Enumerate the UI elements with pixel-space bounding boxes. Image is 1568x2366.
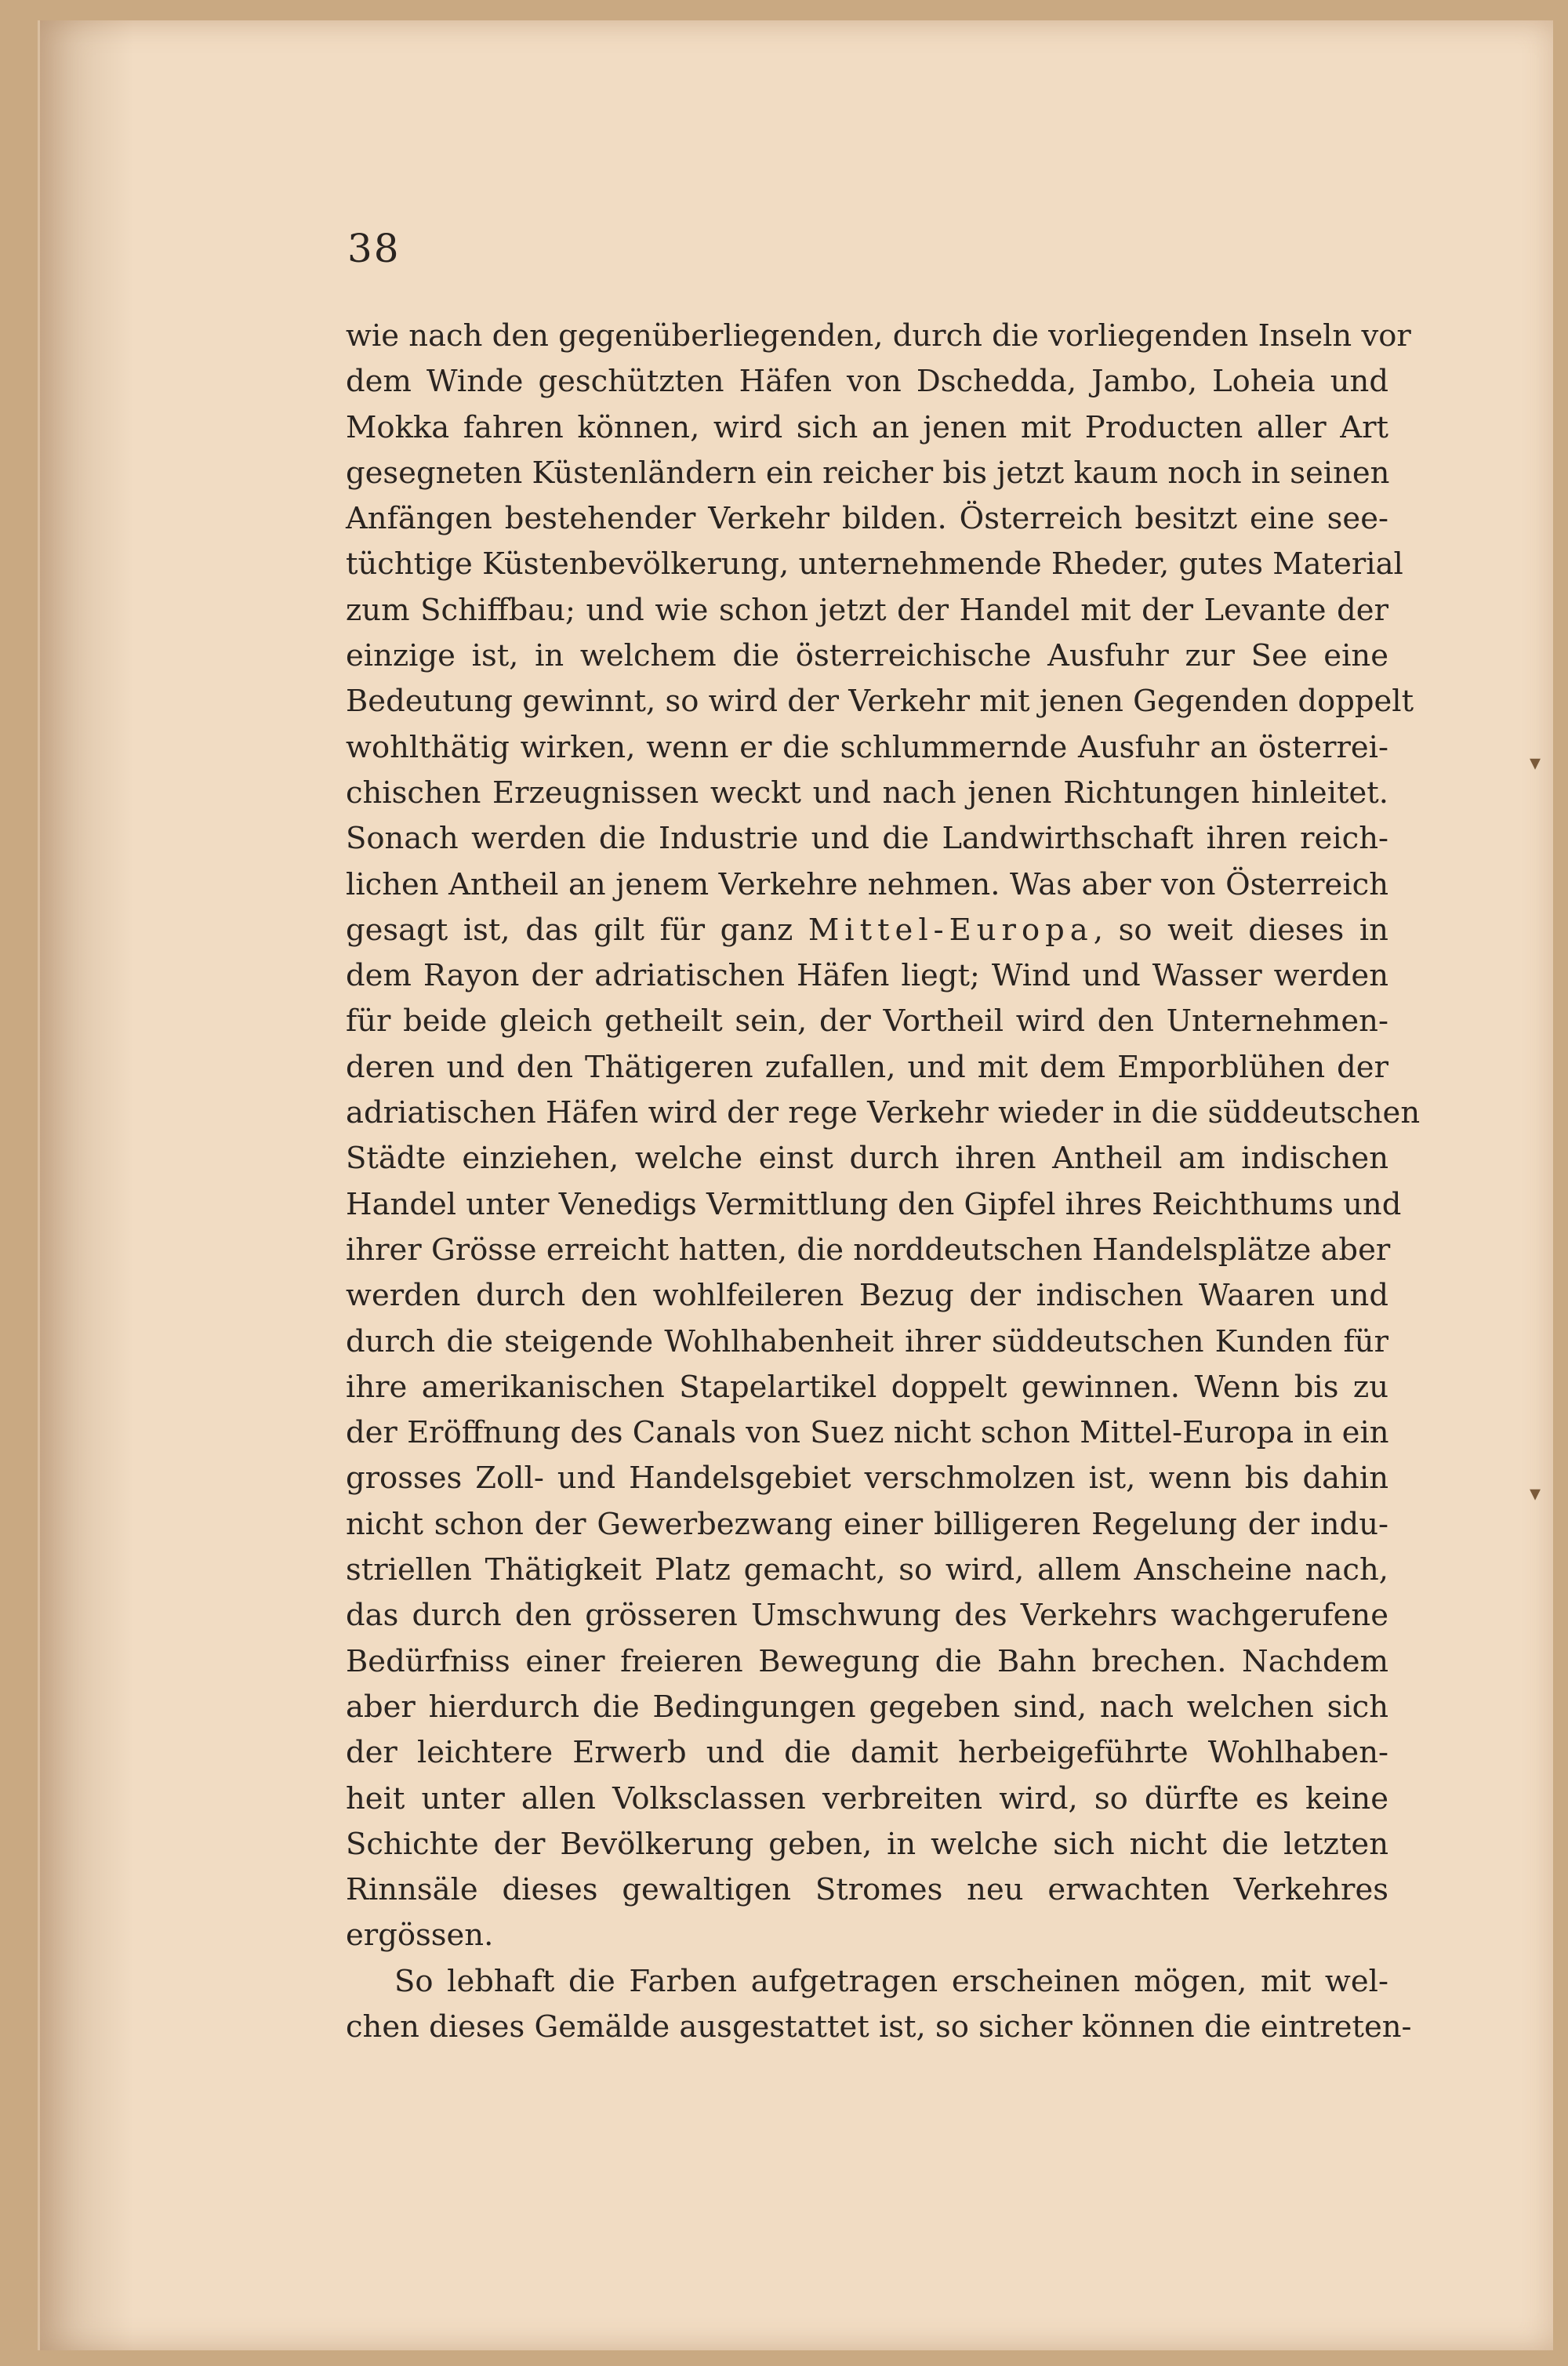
text-line: tüchtige Küstenbevölkerung, unternehmende Rheder, gutes Material <box>346 546 1403 582</box>
text-line: der leichtere Erwerb und die damit herbeigeführte Wohlhaben- <box>346 1735 1388 1771</box>
text-line: deren und den Thätigeren zufallen, und mit dem Emporblühen der <box>346 1049 1388 1085</box>
text-line: Bedürfniss einer freieren Bewegung die Bahn brechen. Nachdem <box>346 1643 1388 1679</box>
margin-mark: ▾ <box>1530 749 1541 775</box>
text-line: chen dieses Gemälde ausgestattet ist, so sicher können die eintreten- <box>346 2009 1412 2045</box>
text-line <box>346 908 1388 953</box>
text-line: dem Rayon der adriatischen Häfen liegt; Wind und Wasser werden <box>346 958 1388 994</box>
text-line: Rinnsäle dieses gewaltigen Stromes neu erwachten Verkehres <box>346 1872 1388 1908</box>
text-line: zum Schiffbau; und wie schon jetzt der Handel mit der Levante der <box>346 592 1388 628</box>
text-line: heit unter allen Volksclassen verbreiten wird, so dürfte es keine <box>346 1780 1388 1816</box>
text-line: Sonach werden die Industrie und die Landwirthschaft ihren reich- <box>346 821 1388 857</box>
text-line: das durch den grösseren Umschwung des Verkehrs wachgerufene <box>346 1598 1388 1634</box>
text-line: durch die steigende Wohlhabenheit ihrer süddeutschen Kunden für <box>346 1323 1388 1359</box>
text-line: So lebhaft die Farben aufgetragen erscheinen mögen, mit wel- <box>394 1963 1388 1999</box>
text-line: Bedeutung gewinnt, so wird der Verkehr mit jenen Gegenden doppelt <box>346 684 1414 720</box>
text-line: werden durch den wohlfeileren Bezug der indischen Waaren und <box>346 1278 1388 1314</box>
text-line: Schichte der Bevölkerung geben, in welche sich nicht die letzten <box>346 1826 1388 1862</box>
book-page <box>38 20 1553 2350</box>
text-fragment: , so weit dieses in <box>1093 912 1388 948</box>
emphasized-text: Mittel-Europa <box>808 912 1094 948</box>
text-line: Mokka fahren können, wird sich an jenen mit Producten aller Art <box>346 409 1388 445</box>
text-line: chischen Erzeugnissen weckt und nach jenen Richtungen hinleitet. <box>346 775 1388 811</box>
text-line: Städte einziehen, welche einst durch ihren Antheil am indischen <box>346 1141 1388 1177</box>
text-line: nicht schon der Gewerbezwang einer billigeren Regelung der indu- <box>346 1506 1388 1542</box>
text-fragment: gesagt ist, das gilt für ganz <box>346 912 808 948</box>
text-line: ihre amerikanischen Stapelartikel doppelt gewinnen. Wenn bis zu <box>346 1369 1388 1405</box>
text-line: ihrer Grösse erreicht hatten, die norddeutschen Handelsplätze aber <box>346 1232 1391 1268</box>
page-number: 38 <box>347 226 401 271</box>
text-line: Anfängen bestehender Verkehr bilden. Österreich besitzt eine see- <box>346 501 1388 537</box>
text-line: der Eröffnung des Canals von Suez nicht schon Mittel-Europa in ein <box>346 1415 1389 1451</box>
body-text <box>346 314 1421 2050</box>
text-line: Handel unter Venedigs Vermittlung den Gipfel ihres Reichthums und <box>346 1186 1402 1222</box>
text-line: aber hierdurch die Bedingungen gegeben sind, nach welchen sich <box>346 1689 1388 1725</box>
text-line: grosses Zoll- und Handelsgebiet verschmolzen ist, wenn bis dahin <box>346 1461 1388 1497</box>
margin-mark: ▾ <box>1530 1480 1541 1506</box>
text-line: gesegneten Küstenländern ein reicher bis jetzt kaum noch in seinen <box>346 455 1390 491</box>
text-line: dem Winde geschützten Häfen von Dschedda, Jambo, Loheia und <box>346 364 1388 400</box>
text-line: wohlthätig wirken, wenn er die schlummernde Ausfuhr an österrei- <box>346 729 1388 765</box>
text-line: striellen Thätigkeit Platz gemacht, so wird, allem Anscheine nach, <box>346 1552 1388 1588</box>
text-line: für beide gleich getheilt sein, der Vortheil wird den Unternehmen- <box>346 1003 1388 1040</box>
page-binding-shadow <box>40 20 134 2350</box>
text-line: wie nach den gegenüberliegenden, durch die vorliegenden Inseln vor <box>346 318 1411 354</box>
text-line: adriatischen Häfen wird der rege Verkehr wieder in die süddeutschen <box>346 1095 1421 1131</box>
text-line: einzige ist, in welchem die österreichische Ausfuhr zur See eine <box>346 638 1388 674</box>
text-line: lichen Antheil an jenem Verkehre nehmen. Was aber von Österreich <box>346 866 1388 902</box>
text-line: ergössen. <box>346 1918 494 1954</box>
